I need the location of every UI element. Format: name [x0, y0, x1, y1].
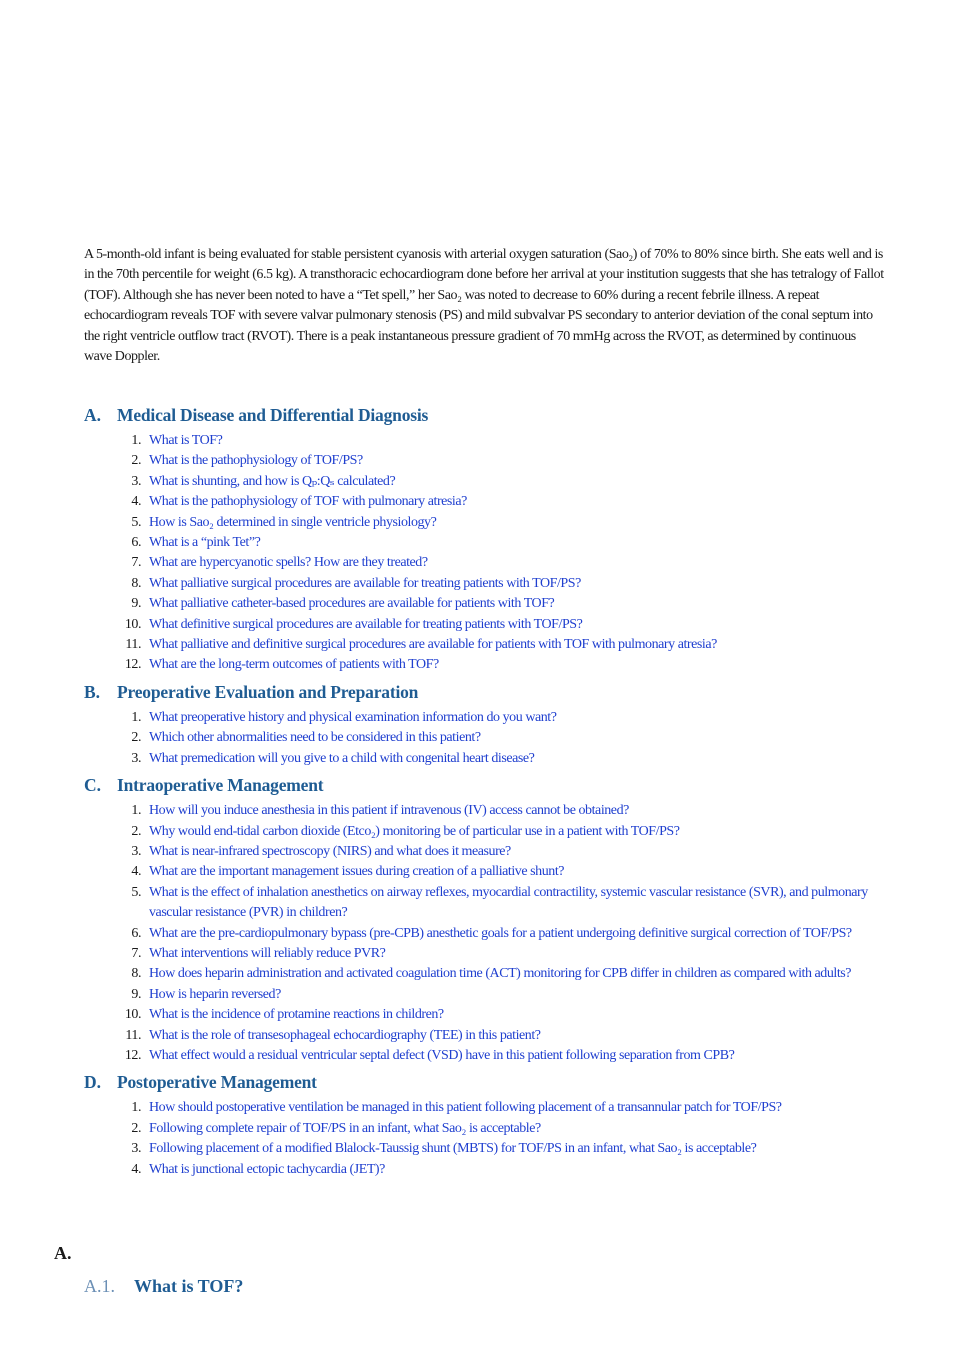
question-link[interactable]: What are the important management issues during creation of a palliative shunt?	[149, 864, 565, 880]
question-number: 3.	[131, 843, 141, 859]
question-number: 1.	[131, 803, 141, 819]
question-link[interactable]: Which other abnormalities need to be considered in this patient?	[149, 730, 481, 746]
question-link[interactable]: How is heparin reversed?	[149, 986, 281, 1002]
section-heading	[84, 775, 884, 801]
question-item[interactable]	[84, 594, 884, 614]
question-number: 4.	[131, 494, 141, 510]
question-number: 8.	[131, 966, 141, 982]
question-link[interactable]: What is shunting, and how is Qₚ:Qₛ calculated?	[149, 473, 396, 489]
question-number: 2.	[131, 1120, 141, 1136]
question-item[interactable]	[84, 615, 884, 635]
section-title: Postoperative Management	[117, 1072, 317, 1093]
section-letter: A.	[84, 405, 102, 425]
question-number: 4.	[131, 1161, 141, 1177]
question-link[interactable]: What definitive surgical procedures are available for treating patients with TOF/PS?	[149, 616, 583, 632]
case-intro-text: A 5-month-old infant is being evaluated for stable persistent cyanosis with arterial oxygen saturation (Sao₂) of 70% to 80% since birth. She eats well and is in the 70th percentile for weight (6.5 kg). A transthoracic echocardiogram done before her arrival at your institution suggests that she has tetralogy of Fallot (TOF). Although she has never been noted to have a “Tet spell,” her Sao₂ was noted to decrease to 60% during a recent febrile illness. A repeat echocardiogram reveals TOF with severe valvar pulmonary stenosis (PS) and mild subvalvar PS secondary to anterior deviation of the conal septum into the right ventricle outflow tract (RVOT). There is a peak instantaneous pressure gradient of 70 mmHg across the RVOT, as determined by continuous wave Doppler.	[84, 247, 884, 365]
question-item[interactable]	[84, 822, 884, 842]
section-title: Preoperative Evaluation and Preparation	[117, 681, 419, 702]
question-list	[84, 1098, 884, 1180]
question-item[interactable]	[84, 513, 884, 533]
question-link[interactable]: What is junctional ectopic tachycardia (JET)?	[149, 1161, 385, 1177]
section-letter: C.	[84, 775, 102, 796]
question-link[interactable]: What effect would a residual ventricular septal defect (VSD) have in this patient following separation from CPB?	[149, 1047, 735, 1063]
question-number: 6.	[131, 925, 141, 941]
question-item[interactable]	[84, 655, 884, 675]
question-number: 9.	[131, 986, 141, 1002]
question-link[interactable]: What is a “pink Tet”?	[149, 535, 261, 551]
question-number: 5.	[131, 514, 141, 530]
question-list	[84, 431, 884, 676]
question-link[interactable]: What is the pathophysiology of TOF/PS?	[149, 453, 363, 469]
section-letter: B.	[84, 681, 101, 702]
question-number: 7.	[131, 945, 141, 961]
question-number: 8.	[131, 575, 141, 591]
section-title: Medical Disease and Differential Diagnosis	[117, 405, 429, 425]
question-item[interactable]	[84, 1160, 884, 1180]
outline-section	[84, 1072, 884, 1186]
question-number: 12.	[124, 1047, 141, 1063]
outline-section	[84, 682, 884, 775]
question-number: 10.	[124, 616, 141, 632]
question-link[interactable]: How is Sao₂ determined in single ventricle physiology?	[149, 514, 437, 530]
question-item[interactable]	[84, 862, 884, 882]
question-number: 3.	[131, 473, 141, 489]
question-number: 3.	[131, 1141, 141, 1157]
question-link[interactable]: What interventions will reliably reduce PVR?	[149, 945, 386, 961]
question-link[interactable]: Following placement of a modified Blalock-Taussig shunt (MBTS) for TOF/PS in an infant, what Sao₂ is acceptable?	[149, 1141, 757, 1157]
question-item[interactable]	[84, 553, 884, 573]
question-link[interactable]: What palliative catheter-based procedures are available for patients with TOF?	[149, 596, 555, 612]
question-link[interactable]: What palliative and definitive surgical procedures are available for patients with TOF with pulmonary atresia?	[149, 637, 717, 653]
question-link[interactable]: What are hypercyanotic spells? How are they treated?	[149, 555, 428, 571]
subheading-number: A.1.	[84, 1276, 115, 1296]
question-link[interactable]: How does heparin administration and activated coagulation time (ACT) monitoring for CPB differ in children as compared with adults?	[149, 966, 852, 982]
question-link[interactable]: What is the role of transesophageal echocardiography (TEE) in this patient?	[149, 1027, 541, 1043]
question-item[interactable]	[84, 574, 884, 594]
question-link[interactable]: How will you induce anesthesia in this patient if intravenous (IV) access cannot be obtained?	[149, 803, 629, 819]
subheading	[84, 1276, 243, 1297]
question-item[interactable]	[84, 728, 884, 748]
question-number: 1.	[131, 433, 141, 448]
case-intro	[84, 245, 884, 367]
question-link[interactable]: What premedication will you give to a child with congenital heart disease?	[149, 750, 535, 766]
section-heading	[84, 1072, 884, 1098]
question-outline	[84, 405, 884, 1186]
question-link[interactable]: What palliative surgical procedures are available for treating patients with TOF/PS?	[149, 575, 581, 591]
question-number: 6.	[131, 535, 141, 551]
question-number: 7.	[131, 555, 141, 571]
question-link[interactable]: What is TOF?	[149, 433, 223, 448]
question-number: 9.	[131, 596, 141, 612]
question-item[interactable]	[84, 1046, 884, 1066]
question-number: 2.	[131, 823, 141, 839]
question-link[interactable]: Why would end-tidal carbon dioxide (Etco₂) monitoring be of particular use in a patient with TOF/PS?	[149, 823, 680, 839]
question-item[interactable]	[84, 635, 884, 655]
question-number: 2.	[131, 453, 141, 469]
question-link[interactable]: What are the pre-cardiopulmonary bypass (pre-CPB) anesthetic goals for a patient undergoing definitive surgical correction of TOF/PS?	[149, 925, 852, 941]
section-letter: D.	[84, 1072, 102, 1093]
question-item[interactable]	[84, 801, 884, 821]
question-item[interactable]	[84, 1139, 884, 1159]
question-link[interactable]: What is the incidence of protamine reactions in children?	[149, 1007, 444, 1023]
question-item[interactable]	[84, 924, 884, 944]
question-item[interactable]	[84, 944, 884, 964]
question-number: 5.	[131, 884, 141, 900]
question-number: 1.	[131, 709, 141, 725]
question-link[interactable]: Following complete repair of TOF/PS in an infant, what Sao₂ is acceptable?	[149, 1120, 541, 1136]
question-link[interactable]: What are the long-term outcomes of patients with TOF?	[149, 657, 439, 673]
question-link[interactable]: What is the effect of inhalation anesthetics on airway reflexes, myocardial contractility, systemic vascular resistance (SVR), and pulmonary vascular resistance (PVR) in children?	[149, 884, 868, 921]
question-item[interactable]	[84, 708, 884, 728]
question-item[interactable]	[84, 472, 884, 492]
part-label: A.	[54, 1243, 72, 1263]
question-number: 2.	[131, 730, 141, 746]
question-link[interactable]: What is near-infrared spectroscopy (NIRS) and what does it measure?	[149, 843, 511, 859]
question-item[interactable]	[84, 533, 884, 553]
question-link[interactable]: What preoperative history and physical examination information do you want?	[149, 709, 557, 725]
question-item[interactable]	[84, 431, 884, 451]
question-item[interactable]	[84, 883, 884, 924]
question-number: 11.	[125, 637, 141, 653]
question-item[interactable]	[84, 1005, 884, 1025]
section-title: Intraoperative Management	[117, 775, 324, 796]
question-item[interactable]	[84, 1098, 884, 1118]
question-number: 3.	[131, 750, 141, 766]
question-number: 11.	[125, 1027, 141, 1043]
question-number: 4.	[131, 864, 141, 880]
question-item[interactable]	[84, 964, 884, 984]
section-heading	[84, 682, 884, 708]
question-item[interactable]	[84, 749, 884, 769]
question-item[interactable]	[84, 451, 884, 471]
outline-section	[84, 775, 884, 1072]
question-list	[84, 801, 884, 1066]
outline-section	[84, 405, 884, 682]
section-heading	[84, 405, 884, 431]
question-item[interactable]	[84, 1026, 884, 1046]
question-item[interactable]	[84, 1119, 884, 1139]
subheading-title: What is TOF?	[134, 1276, 244, 1296]
question-number: 10.	[124, 1007, 141, 1023]
question-link[interactable]: How should postoperative ventilation be managed in this patient following placement of a transannular patch for TOF/PS?	[149, 1100, 782, 1116]
question-link[interactable]: What is the pathophysiology of TOF with pulmonary atresia?	[149, 494, 467, 510]
question-number: 12.	[124, 657, 141, 673]
question-item[interactable]	[84, 492, 884, 512]
question-item[interactable]	[84, 842, 884, 862]
question-item[interactable]	[84, 985, 884, 1005]
question-number: 1.	[131, 1100, 141, 1116]
question-list	[84, 708, 884, 769]
